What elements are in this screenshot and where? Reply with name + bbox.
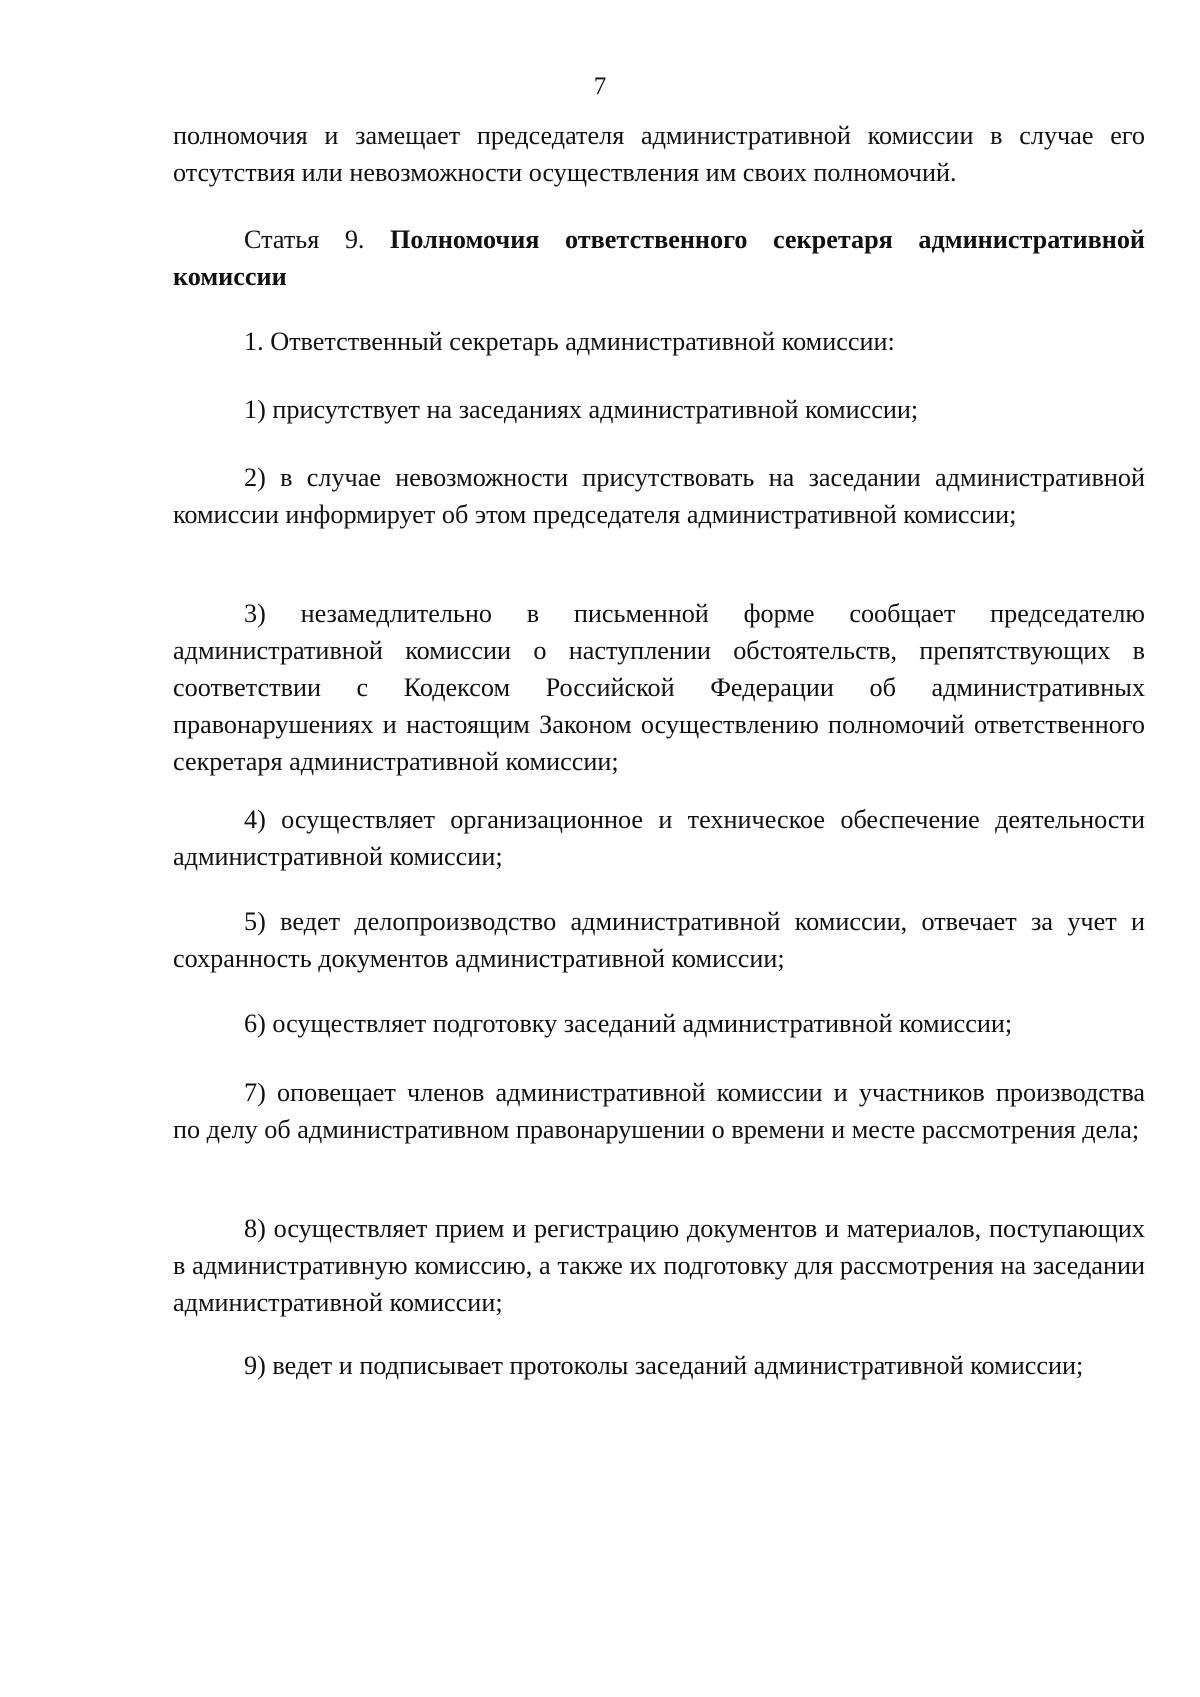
article-title: Полномочия ответственного секретаря административной комиссии: [173, 225, 1146, 291]
article-prefix: Статья 9.: [244, 225, 365, 254]
item-3-block: [173, 595, 1145, 780]
list-item-7: 7) оповещает членов административной комиссии и участников производства по делу об административном правонарушении о времени и месте рассмотрения дела;: [173, 1078, 1145, 1144]
item-1-block: [173, 391, 1145, 428]
page-number: 7: [593, 73, 607, 100]
item-2-block: [173, 459, 1145, 533]
list-item-4: 4) осуществляет организационное и техническое обеспечение деятельности административной комиссии;: [173, 805, 1145, 871]
list-item-6: 6) осуществляет подготовку заседаний административной комиссии;: [244, 1009, 1013, 1038]
item-8-block: [173, 1210, 1145, 1321]
intro-paragraph-block: [173, 117, 1145, 191]
list-item-8: 8) осуществляет прием и регистрацию документов и материалов, поступающих в административную комиссию, а также их подготовку для рассмотрения на заседании административной комиссии;: [173, 1214, 1145, 1317]
item-9-block: [173, 1347, 1145, 1384]
intro-paragraph: полномочия и замещает председателя административной комиссии в случае его отсутствия или невозможности осуществления им своих полномочий.: [173, 121, 1145, 187]
item-5-block: [173, 903, 1145, 977]
item-7-block: [173, 1074, 1145, 1148]
clause-1-block: [173, 323, 1145, 360]
article-heading: [173, 221, 1145, 295]
item-4-block: [173, 801, 1145, 875]
article-heading-line: [173, 221, 1145, 295]
list-item-1: 1) присутствует на заседаниях административной комиссии;: [244, 395, 919, 424]
item-6-block: [173, 1005, 1145, 1042]
list-item-3: 3) незамедлительно в письменной форме сообщает председателю административной комиссии о наступлении обстоятельств, препятствующих в соответствии с Кодексом Российской Федерации об административных правонарушениях и настоящим Законом осуществлению полномочий ответственного секретаря административной комиссии;: [173, 599, 1145, 776]
list-item-9: 9) ведет и подписывает протоколы заседаний административной комиссии;: [244, 1351, 1084, 1380]
clause-1: 1. Ответственный секретарь административной комиссии:: [244, 327, 895, 356]
list-item-5: 5) ведет делопроизводство административной комиссии, отвечает за учет и сохранность документов административной комиссии;: [173, 907, 1145, 973]
list-item-2: 2) в случае невозможности присутствовать на заседании административной комиссии информирует об этом председателя административной комиссии;: [173, 463, 1145, 529]
